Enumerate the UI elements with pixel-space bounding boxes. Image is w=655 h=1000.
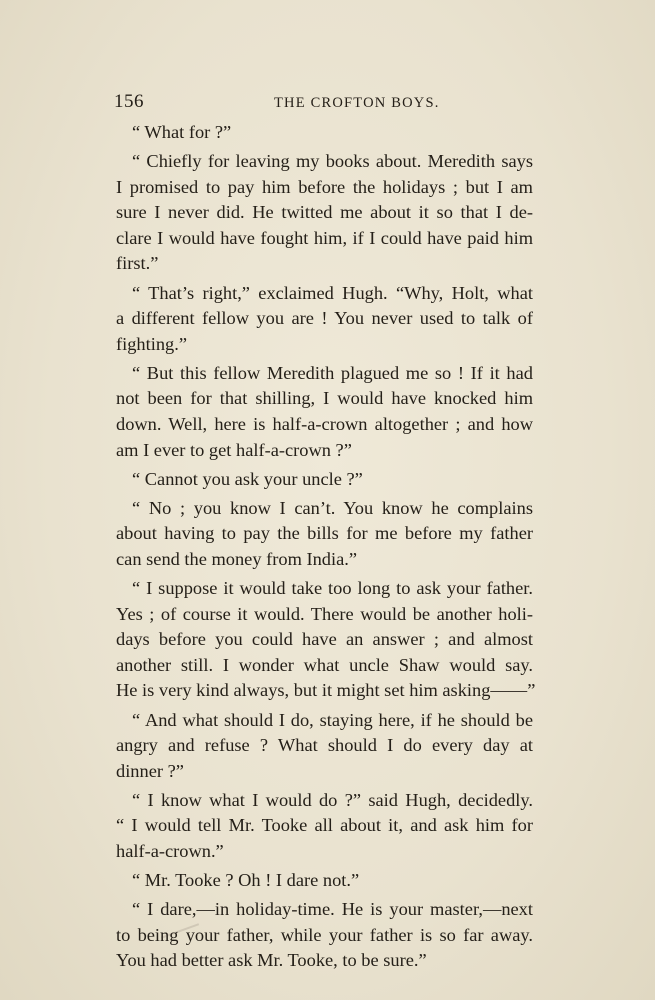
text-line: You had better ask Mr. Tooke, to be sure.” <box>116 950 427 971</box>
text-line: days before you could have an answer ; and almost <box>116 629 533 650</box>
text-line: fighting.” <box>116 333 187 354</box>
text-line: dinner ?” <box>116 760 184 781</box>
text-line: clare I would have fought him, if I could have paid him <box>116 227 533 248</box>
text-line: not been for that shilling, I would have knocked him <box>116 388 533 409</box>
text-line: I promised to pay him before the holidays ; but I am <box>116 176 533 197</box>
text-line: “ And what should I do, staying here, if he should be <box>132 709 533 730</box>
text-line: “ I would tell Mr. Tooke all about it, and ask him for <box>116 815 533 836</box>
text-line: a different fellow you are ! You never used to talk of <box>116 308 533 329</box>
text-line: another still. I wonder what uncle Shaw would say. <box>116 654 533 675</box>
text-line: sure I never did. He twitted me about it so that I de- <box>116 202 533 223</box>
text-line: “ No ; you know I can’t. You know he complains <box>132 497 533 518</box>
text-line: can send the money from India.” <box>116 549 358 569</box>
text-line: “ I dare,—in holiday-time. He is your master,—next <box>132 899 533 920</box>
text-line: “ That’s right,” exclaimed Hugh. “Why, Holt, what <box>132 282 533 303</box>
running-title: THE CROFTON BOYS. <box>274 95 440 111</box>
page-header <box>114 90 533 114</box>
text-line: Yes ; of course it would. There would be another holi- <box>116 603 533 624</box>
page-number: 156 <box>114 91 144 112</box>
text-line: He is very kind always, but it might set him asking——” <box>116 680 536 701</box>
body-text <box>116 120 536 974</box>
text-line: “ I know what I would do ?” said Hugh, decidedly. <box>132 789 533 810</box>
text-line: angry and refuse ? What should I do every day at <box>116 735 533 756</box>
text-line: “ Chiefly for leaving my books about. Meredith says <box>132 151 533 172</box>
text-line: “ I suppose it would take too long to ask your father. <box>132 578 533 599</box>
text-line: first.” <box>116 253 159 274</box>
text-line: “ Cannot you ask your uncle ?” <box>132 468 363 489</box>
text-line: “ But this fellow Meredith plagued me so ! If it had <box>132 362 533 383</box>
text-line: down. Well, here is half-a-crown altogether ; and how <box>116 414 533 435</box>
text-line: am I ever to get half-a-crown ?” <box>116 439 352 460</box>
text-line: about having to pay the bills for me before my father <box>116 523 533 544</box>
text-line: “ Mr. Tooke ? Oh ! I dare not.” <box>132 870 360 891</box>
text-line: half-a-crown.” <box>116 841 224 862</box>
text-line: “ What for ?” <box>132 122 232 142</box>
text-line: to being your father, while your father is so far away. <box>116 924 533 945</box>
